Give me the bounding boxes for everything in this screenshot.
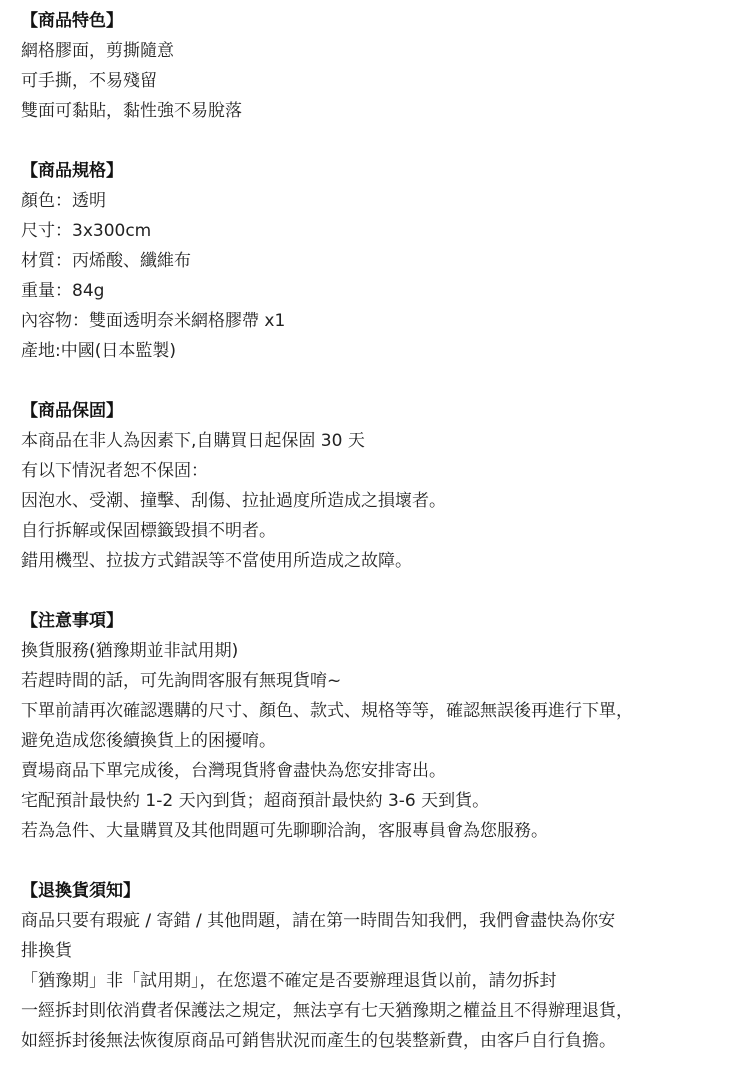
text-line: 內容物：雙面透明奈米網格膠帶 x1 xyxy=(21,311,286,331)
text-line: 一經拆封則依消費者保護法之規定，無法享有七天猶豫期之權益且不得辦理退貨， xyxy=(21,1001,633,1021)
text-line: 錯用機型、拉拔方式錯誤等不當使用所造成之故障。 xyxy=(21,551,412,571)
text-line: 尺寸：3x300cm xyxy=(21,221,152,241)
text-line: 商品只要有瑕疵 / 寄錯 / 其他問題，請在第一時間告知我們，我們會盡快為你安 xyxy=(21,911,616,931)
section-features xyxy=(21,6,743,126)
text-line: 材質：丙烯酸、纖維布 xyxy=(21,251,191,271)
text-line: 避免造成您後續換貨上的困擾唷。 xyxy=(21,731,276,751)
product-description xyxy=(21,6,743,1086)
text-line: 本商品在非人為因素下,自購買日起保固 30 天 xyxy=(21,431,365,451)
text-line: 網格膠面，剪撕隨意 xyxy=(21,41,174,61)
text-line: 若趕時間的話，可先詢問客服有無現貨唷~ xyxy=(21,671,342,691)
section-notices xyxy=(21,606,743,846)
text-line: 因泡水、受潮、撞擊、刮傷、拉扯過度所造成之損壞者。 xyxy=(21,491,446,511)
text-line: 若為急件、大量購買及其他問題可先聊聊洽詢，客服專員會為您服務。 xyxy=(21,821,548,841)
text-line: 自行拆解或保固標籤毀損不明者。 xyxy=(21,521,276,541)
text-line: 如經拆封後無法恢復原商品可銷售狀況而產生的包裝整新費，由客戶自行負擔。 xyxy=(21,1031,616,1051)
section-heading: 【商品特色】 xyxy=(21,11,123,31)
text-line: 宅配預計最快約 1-2 天內到貨；超商預計最快約 3-6 天到貨。 xyxy=(21,791,490,811)
text-line: 產地:中國(日本監製) xyxy=(21,341,176,361)
section-specifications xyxy=(21,156,743,366)
text-line: 重量：84g xyxy=(21,281,105,301)
text-line: 換貨服務(猶豫期並非試用期) xyxy=(21,641,239,661)
text-line: 雙面可黏貼，黏性強不易脫落 xyxy=(21,101,242,121)
section-returns xyxy=(21,876,743,1056)
section-heading: 【商品規格】 xyxy=(21,161,123,181)
text-line: 下單前請再次確認選購的尺寸、顏色、款式、規格等等，確認無誤後再進行下單， xyxy=(21,701,633,721)
section-warranty xyxy=(21,396,743,576)
section-heading: 【注意事項】 xyxy=(21,611,123,631)
text-line: 有以下情況者恕不保固： xyxy=(21,461,208,481)
text-line: 顏色：透明 xyxy=(21,191,106,211)
text-line: 排換貨 xyxy=(21,941,72,961)
text-line: 「猶豫期」非「試用期」，在您還不確定是否要辦理退貨以前，請勿拆封 xyxy=(21,971,557,991)
text-line: 賣場商品下單完成後，台灣現貨將會盡快為您安排寄出。 xyxy=(21,761,446,781)
section-heading: 【退換貨須知】 xyxy=(21,881,140,901)
text-line: 可手撕，不易殘留 xyxy=(21,71,157,91)
section-heading: 【商品保固】 xyxy=(21,401,123,421)
